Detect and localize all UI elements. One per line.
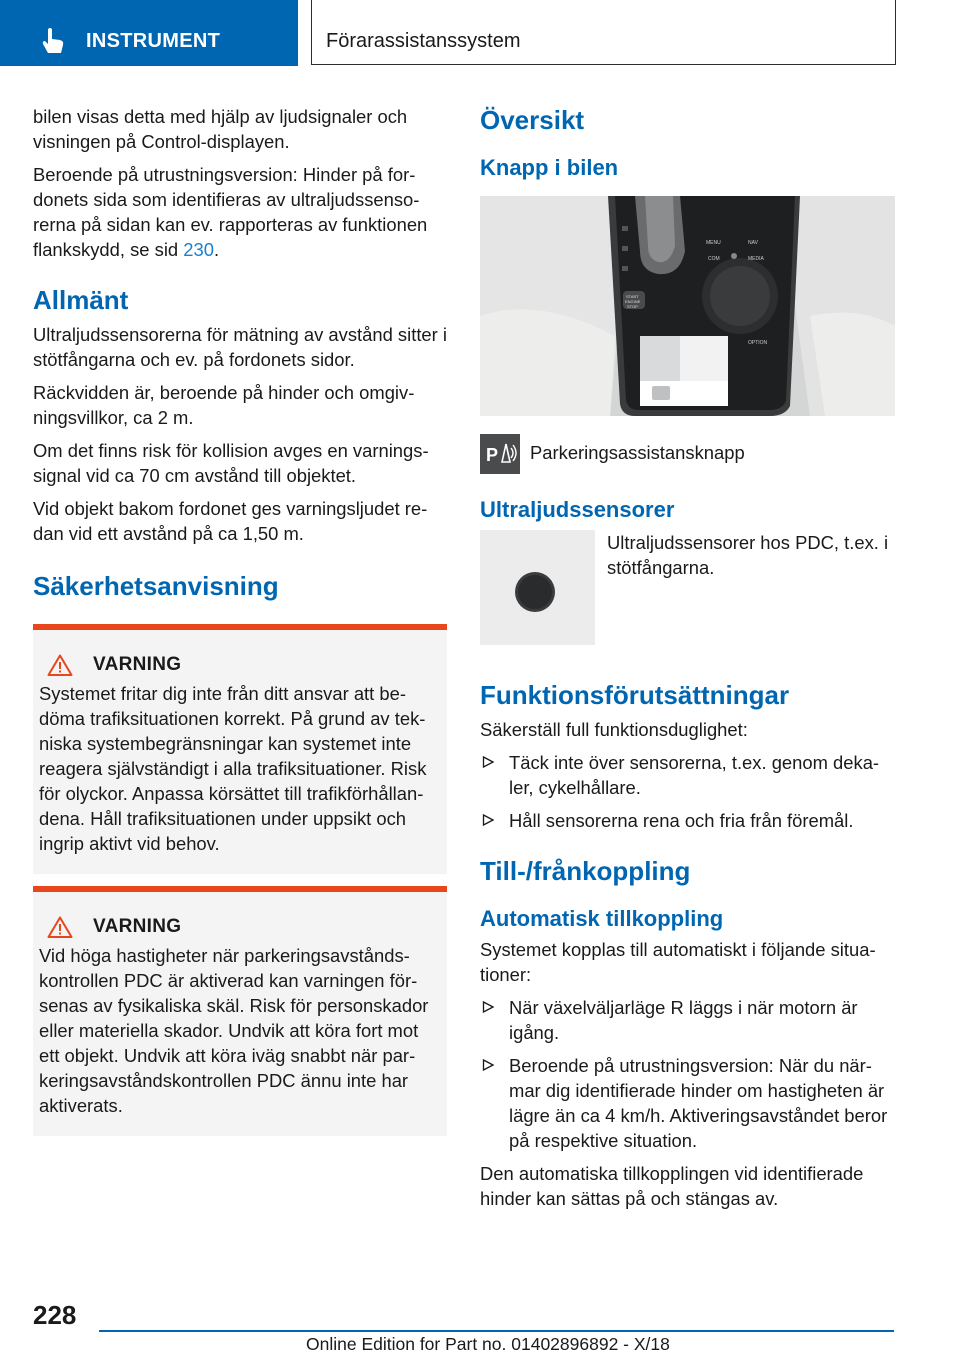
list-item-text: När växelväljarläge R läggs i när motorn är igång. — [509, 997, 858, 1043]
allmant-paragraph: Om det finns risk för kollision avges en varningssignal vid ca 70 cm avstånd till objektet. — [33, 440, 429, 486]
auto-outro: Den automatiska tillkopplingen vid identifierade hinder kan sättas på och stängas av. — [480, 1163, 864, 1209]
warning-box — [33, 886, 447, 1136]
auto-intro: Systemet kopplas till automatiskt i följande situationer: — [480, 939, 876, 985]
list-item-text: Håll sensorerna rena och fria från föremål. — [509, 810, 854, 831]
chapter-box — [311, 0, 896, 65]
triangle-bullet-icon — [482, 814, 494, 826]
heading-safety: Säkerhetsanvisning — [33, 571, 279, 601]
button-caption: Parkeringsassistansknapp — [530, 442, 745, 463]
warning-box — [33, 624, 447, 874]
warning-title: VARNING — [93, 916, 182, 937]
list-item — [480, 750, 895, 800]
intro-paragraph: bilen visas detta med hjälp av ljudsignaler och visningen på Control-displayen. — [33, 106, 408, 152]
triangle-bullet-icon — [482, 756, 494, 768]
page-link-230[interactable]: 230 — [183, 239, 214, 260]
console-label-start: START — [626, 294, 639, 299]
funk-list — [480, 750, 895, 833]
warning-text: Systemet fritar dig inte från ditt ansvar att bedöma trafiksituationen korrekt. På grund av tekniska systembegränsningar kan systemet inte reagera självständigt i alla trafiksituationer. Risk för olyckor. Anpassa körsättet till trafikförhållandena. Håll trafiksituationen under uppsikt och ingrip aktivt vid behov. — [39, 683, 427, 854]
warning-title: VARNING — [93, 654, 182, 675]
center-console-image — [480, 196, 895, 416]
ultrasonic-sensor-image — [480, 530, 595, 645]
allmant-paragraph: Vid objekt bakom fordonet ges varningsljudet redan vid ett avstånd på ca 1,50 m. — [33, 498, 428, 544]
warning-triangle-icon — [47, 654, 73, 676]
console-label-menu: MENU — [706, 240, 721, 246]
right-column — [480, 104, 895, 1219]
left-column — [33, 104, 447, 1136]
triangle-bullet-icon — [482, 1001, 494, 1013]
console-label-com: COM — [708, 256, 720, 262]
funk-intro: Säkerställ full funktionsduglighet: — [480, 719, 748, 740]
sensor-row — [480, 530, 895, 645]
footer-rule — [99, 1330, 894, 1332]
allmant-paragraph: Räckvidden är, beroende på hinder och omgivningsvillkor, ca 2 m. — [33, 382, 415, 428]
console-label-nav: NAV — [748, 240, 758, 246]
edition-footer: Online Edition for Part no. 01402896892 - X/18 — [306, 1334, 670, 1354]
triangle-bullet-icon — [482, 1059, 494, 1071]
list-item-text: Täck inte över sensorerna, t.ex. genom dekaler, cykelhållare. — [509, 752, 880, 798]
intro-end: . — [213, 239, 220, 260]
heading-knapp: Knapp i bilen — [480, 155, 619, 180]
heading-allmant: Allmänt — [33, 285, 129, 315]
button-caption-row — [480, 434, 895, 474]
console-label-option: OPTION — [748, 340, 768, 346]
chapter-title: Förarassistanssystem — [326, 30, 521, 52]
list-item — [480, 1053, 895, 1153]
hand-pointer-icon — [40, 27, 66, 55]
console-label-engine: ENGINE — [625, 299, 641, 304]
section-label: INSTRUMENT — [86, 30, 221, 52]
section-tab — [0, 0, 298, 66]
warning-text: Vid höga hastigheter när parkeringsavståndskontrollen PDC är aktiverad kan varningen försenas av fysikaliska skäl. Risk för personskador eller materiella skador. Undvik att köra fort mot ett objekt. Undvik att köra iväg snabbt när parkeringsavståndskontrollen PDC ännu inte har aktiverats. — [39, 945, 429, 1116]
heading-oversikt: Översikt — [480, 105, 585, 135]
heading-automatisk: Automatisk tillkoppling — [480, 906, 724, 931]
parking-assist-icon — [480, 434, 520, 474]
console-label-media: MEDIA — [748, 256, 764, 262]
heading-funktion: Funktionsförutsättningar — [480, 680, 790, 710]
auto-list — [480, 995, 895, 1153]
list-item-text: Beroende på utrustningsversion: När du närmar dig identifierade hinder om hastigheten är lägre än ca 4 km/h. Aktiveringsavståndet beror på respektive situation. — [509, 1055, 888, 1151]
intro-text: Beroende på utrustningsversion: Hinder på fordonets sida som identifieras av ultraljudssensorerna på sidan kan ev. rapporteras av funktionen flankskydd, se sid — [33, 164, 428, 260]
list-item — [480, 995, 895, 1045]
intro-paragraph-2 — [33, 162, 447, 262]
svg-text:P: P — [486, 445, 499, 465]
list-item — [480, 808, 895, 833]
page-number: 228 — [33, 1300, 77, 1330]
sensor-text: Ultraljudssensorer hos PDC, t.ex. i stötfångarna. — [607, 532, 889, 578]
allmant-paragraph: Ultraljudssensorerna för mätning av avstånd sitter i stötfångarna och ev. på fordonets sidor. — [33, 324, 447, 370]
console-label-stop: STOP — [627, 304, 638, 309]
heading-till-fran: Till-/frånkoppling — [480, 856, 691, 886]
warning-triangle-icon — [47, 916, 73, 938]
heading-ultraljud: Ultraljudssensorer — [480, 497, 675, 522]
